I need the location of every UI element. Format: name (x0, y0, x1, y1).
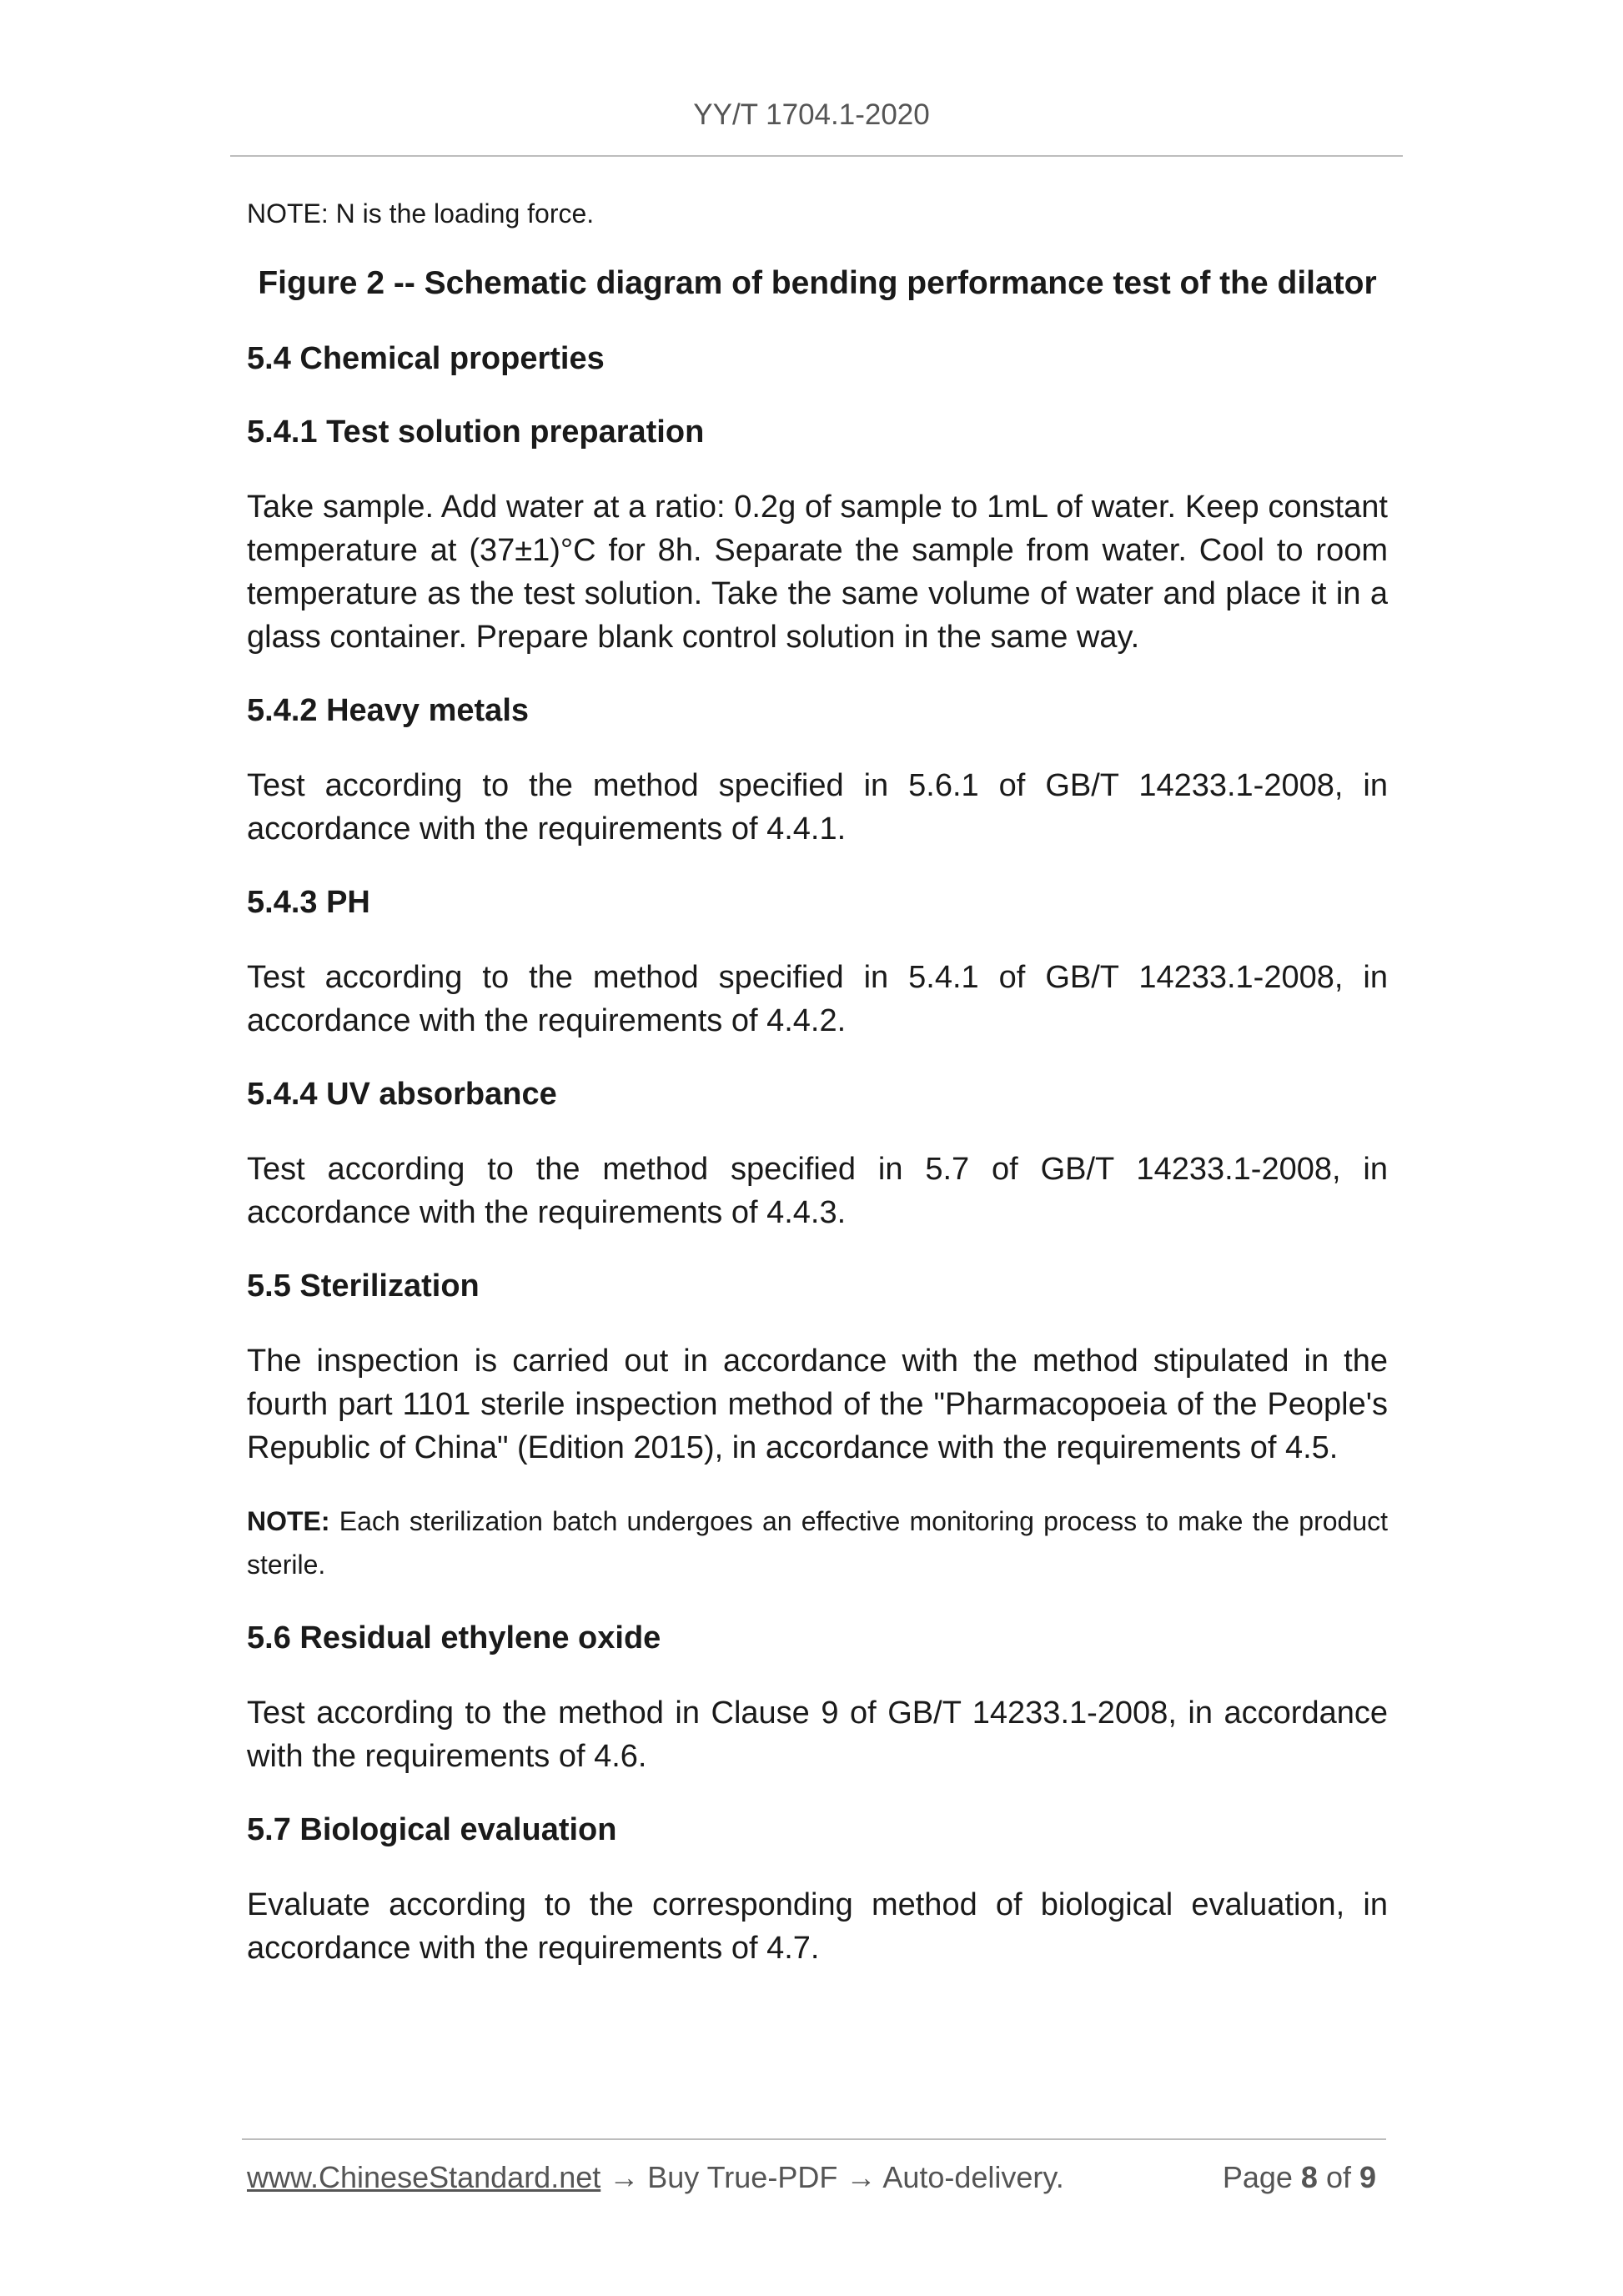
heading-5-4: 5.4 Chemical properties (247, 341, 605, 376)
page-indicator (1223, 2160, 1376, 2195)
heading-5-7: 5.7 Biological evaluation (247, 1812, 617, 1847)
page-word: Page (1222, 2160, 1301, 2194)
page-footer (247, 2160, 1386, 2202)
footer-tagline: → Buy True-PDF → Auto-delivery. (600, 2160, 1064, 2194)
header-divider (230, 155, 1403, 157)
paragraph-5-6: Test according to the method in Clause 9 of GB/T 14233.1-2008, in accordance with the requirements of 4.6. (247, 1696, 1388, 1774)
heading-5-4-3: 5.4.3 PH (247, 885, 370, 920)
page-total: 9 (1359, 2160, 1376, 2194)
heading-5-4-4: 5.4.4 UV absorbance (247, 1077, 557, 1112)
page-current: 8 (1300, 2160, 1318, 2194)
page-of: of (1317, 2160, 1359, 2194)
figure-note: NOTE: N is the loading force. (247, 198, 595, 229)
website-link[interactable]: www.ChineseStandard.net (247, 2160, 601, 2194)
footer-divider (242, 2138, 1386, 2140)
paragraph-5-7: Evaluate according to the corresponding method of biological evaluation, in accordance with the requirements of 4.7. (247, 1887, 1388, 1966)
note-label: NOTE: (247, 1506, 330, 1536)
paragraph-5-4-3: Test according to the method specified in 5.4.1 of GB/T 14233.1-2008, in accordance with the requirements of 4.4.2. (247, 960, 1388, 1038)
paragraph-5-4-4: Test according to the method specified in 5.7 of GB/T 14233.1-2008, in accordance with the requirements of 4.4.3. (247, 1152, 1388, 1230)
paragraph-5-5: The inspection is carried out in accordance with the method stipulated in the fourth part 1101 sterile inspection method of the "Pharmacopoeia of the People's Republic of China" (Edition 2015), in accordance with the requirements of 4.5. (247, 1344, 1388, 1465)
document-body (247, 192, 1388, 1970)
note-text: Each sterilization batch undergoes an effective monitoring process to make the product sterile. (247, 1506, 1388, 1580)
document-code-header: YY/T 1704.1-2020 (693, 98, 930, 131)
paragraph-5-4-2: Test according to the method specified in 5.6.1 of GB/T 14233.1-2008, in accordance with the requirements of 4.4.1. (247, 768, 1388, 847)
heading-5-4-1: 5.4.1 Test solution preparation (247, 414, 705, 450)
paragraph-5-4-1: Take sample. Add water at a ratio: 0.2g of sample to 1mL of water. Keep constant temperature at (37±1)°C for 8h. Separate the sample from water. Cool to room temperature as the test solution. Take the same volume of water and place it in a glass container. Prepare blank control solution in the same way. (247, 490, 1388, 655)
heading-5-4-2: 5.4.2 Heavy metals (247, 693, 530, 728)
note-5-5 (247, 1500, 1388, 1586)
figure-caption: Figure 2 -- Schematic diagram of bending performance test of the dilator (258, 265, 1377, 301)
heading-5-6: 5.6 Residual ethylene oxide (247, 1620, 661, 1655)
heading-5-5: 5.5 Sterilization (247, 1269, 480, 1304)
footer-promo (247, 2160, 1064, 2195)
